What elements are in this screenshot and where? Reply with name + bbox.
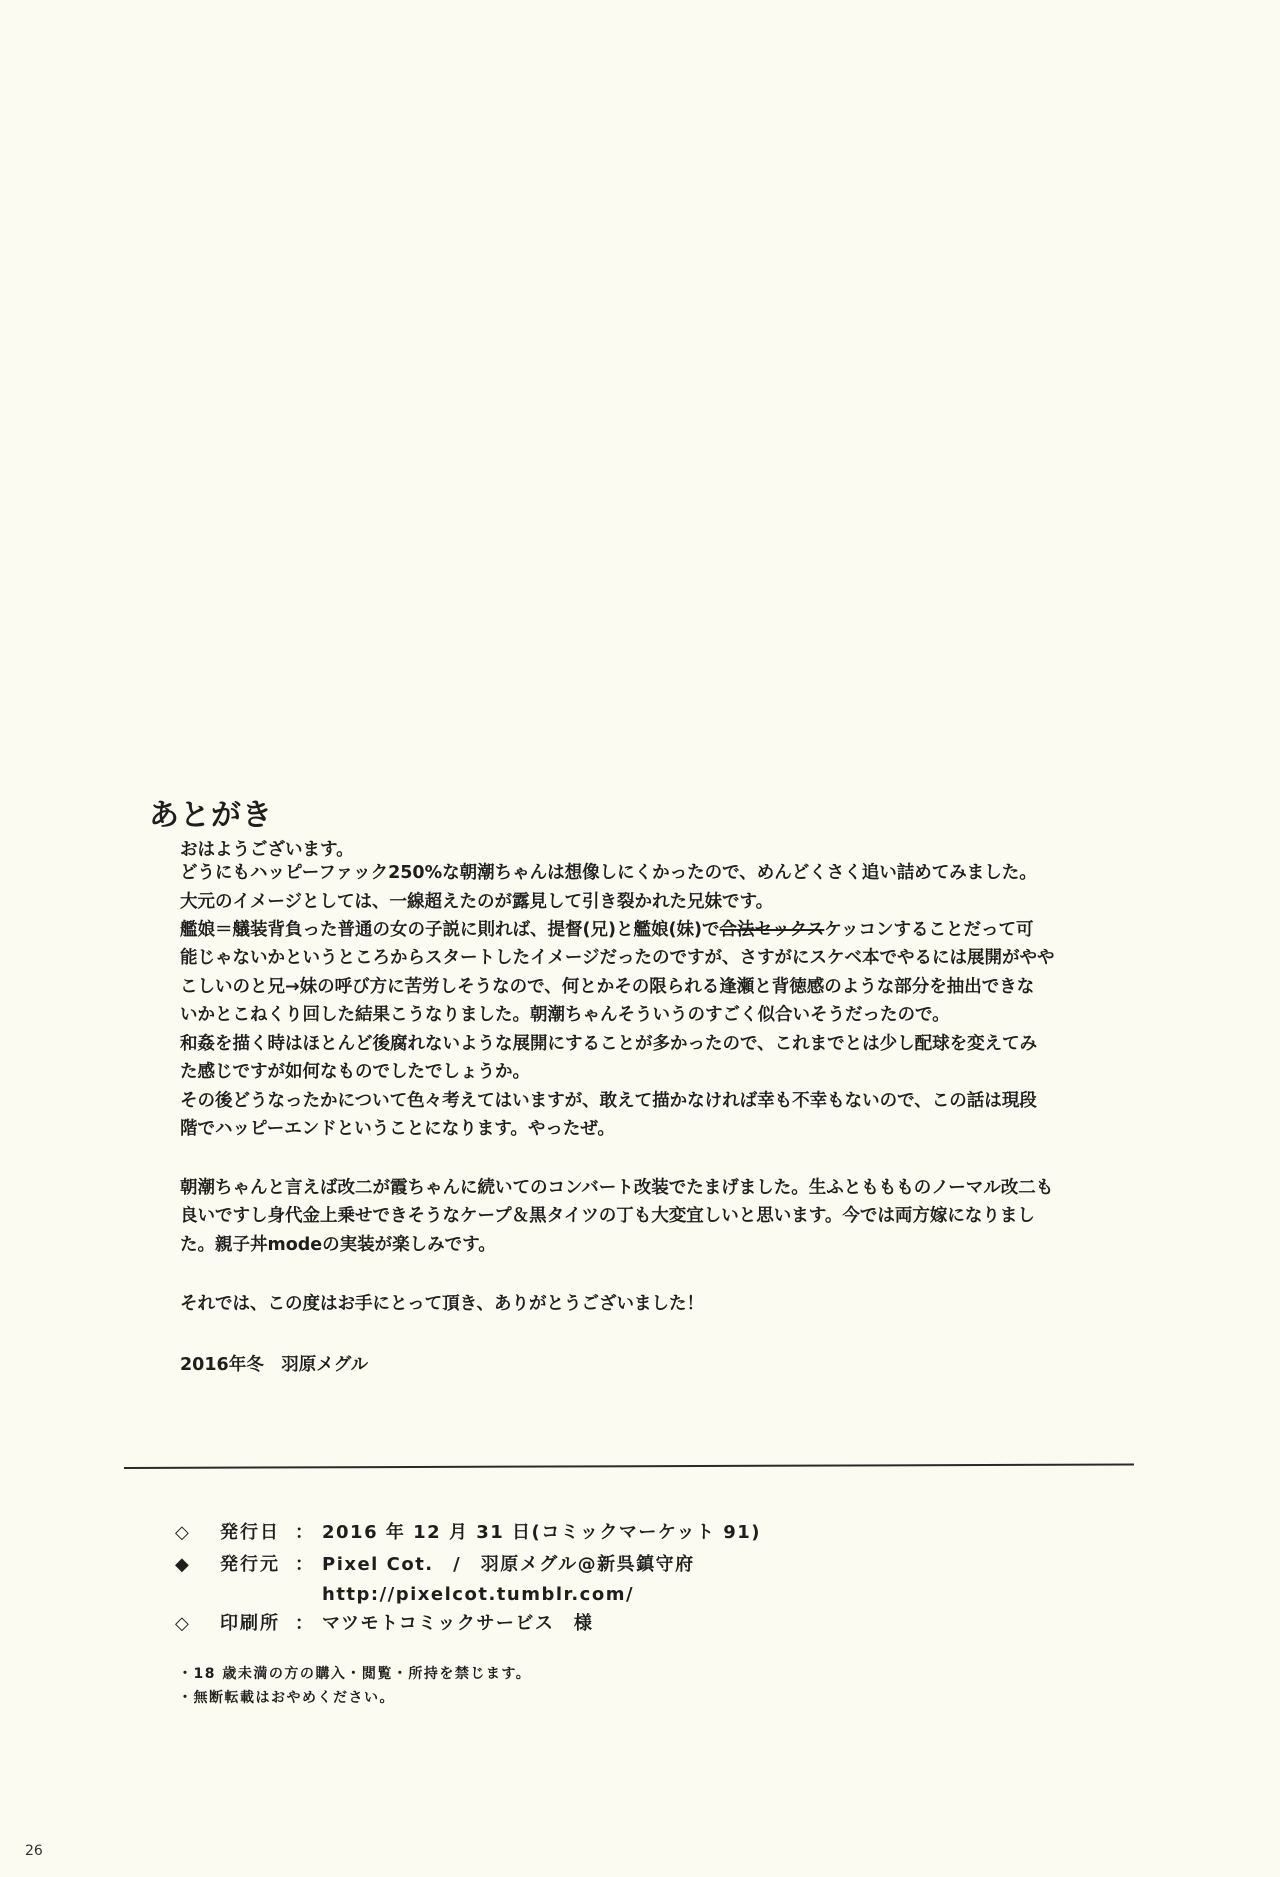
afterword-line: こしいのと兄→妹の呼び方に苦労しそうなので、何とかその限られる逢瀬と背徳感のような部分を抽出できな [180,977,1035,997]
printer-value: マツモトコミックサービス 様 [322,1613,594,1634]
divider-rule [124,1463,1134,1469]
afterword-line: 和姦を描く時はほとんど後腐れないような展開にすることが多かったので、これまでとは少し配球を変えてみ [180,1034,1038,1054]
afterword-signature: 2016年冬 羽原メグル [180,1355,369,1375]
colophon-issue-date [0,1521,1280,1545]
age-restriction-notice: ・18 歳未満の方の購入・閲覧・所持を禁じます。 [178,1666,532,1682]
page-number: 26 [25,1843,43,1859]
colon-separator: ： [295,1554,313,1575]
publisher-url[interactable]: http://pixelcot.tumblr.com/ [322,1584,635,1605]
afterword-line: 能じゃないかというところからスタートしたイメージだったのですが、さすがにスケベ本でやるには展開がやや [180,948,1055,968]
afterword-line: どうにもハッピーファック250%な朝潮ちゃんは想像しにくかったので、めんどくさく追い詰めてみました。 [180,863,1037,883]
afterword-line: その後どうなったかについて色々考えてはいますが、敢えて描かなければ幸も不幸もないので、この話は現段 [180,1091,1037,1111]
afterword-line: 大元のイメージとしては、一線超えたのが露見して引き裂かれた兄妹です。 [180,892,774,912]
afterword-line: 朝潮ちゃんと言えば改二が霞ちゃんに続いてのコンバート改装でたまげました。生ふとももものノーマル改二も [180,1178,1054,1198]
struck-text: 合法セックス [719,920,825,940]
afterword-heading: あとがき [149,798,273,833]
afterword-line: た。親子丼modeの実装が楽しみです。 [180,1235,496,1255]
hollow-diamond-icon: ◇ [175,1522,189,1543]
publisher-value: Pixel Cot. / 羽原メグル@新呉鎮守府 [322,1554,695,1575]
colophon-printer [0,1612,1280,1636]
hollow-diamond-icon: ◇ [175,1613,189,1634]
no-reprint-notice: ・無断転載はおやめください。 [178,1690,395,1706]
issue-date-label: 発行日 [220,1522,280,1543]
afterword-line: 良いですし身代金上乗せできそうなケープ＆黒タイツの丁も大変宜しいと思います。今では両方嫁になりまし [180,1206,1035,1226]
colon-separator: ： [295,1522,313,1543]
afterword-closing: それでは、この度はお手にとって頂き、ありがとうございました！ [180,1294,704,1314]
afterword-line: 階でハッピーエンドということになります。やったぜ。 [180,1119,615,1139]
afterword-line-part: ケッコンすることだって可 [824,920,1034,940]
afterword-line: おはようございます。 [180,840,354,860]
afterword-line-part: 艦娘＝艤装背負った普通の女の子説に則れば、提督(兄)と艦娘(妹)で [180,920,720,940]
colon-separator: ： [295,1613,313,1634]
afterword-line: いかとこねくり回した結果こうなりました。朝潮ちゃんそういうのすごく似合いそうだったので。 [180,1005,950,1025]
publisher-label: 発行元 [220,1554,280,1575]
issue-date-value: 2016 年 12 月 31 日(コミックマーケット 91) [322,1522,762,1543]
printer-label: 印刷所 [220,1613,280,1634]
afterword-line-with-strike [180,918,1033,942]
colophon-publisher [0,1553,1280,1577]
filled-diamond-icon: ◆ [175,1554,189,1575]
afterword-line: た感じですが如何なものでしたでしょうか。 [180,1062,530,1082]
